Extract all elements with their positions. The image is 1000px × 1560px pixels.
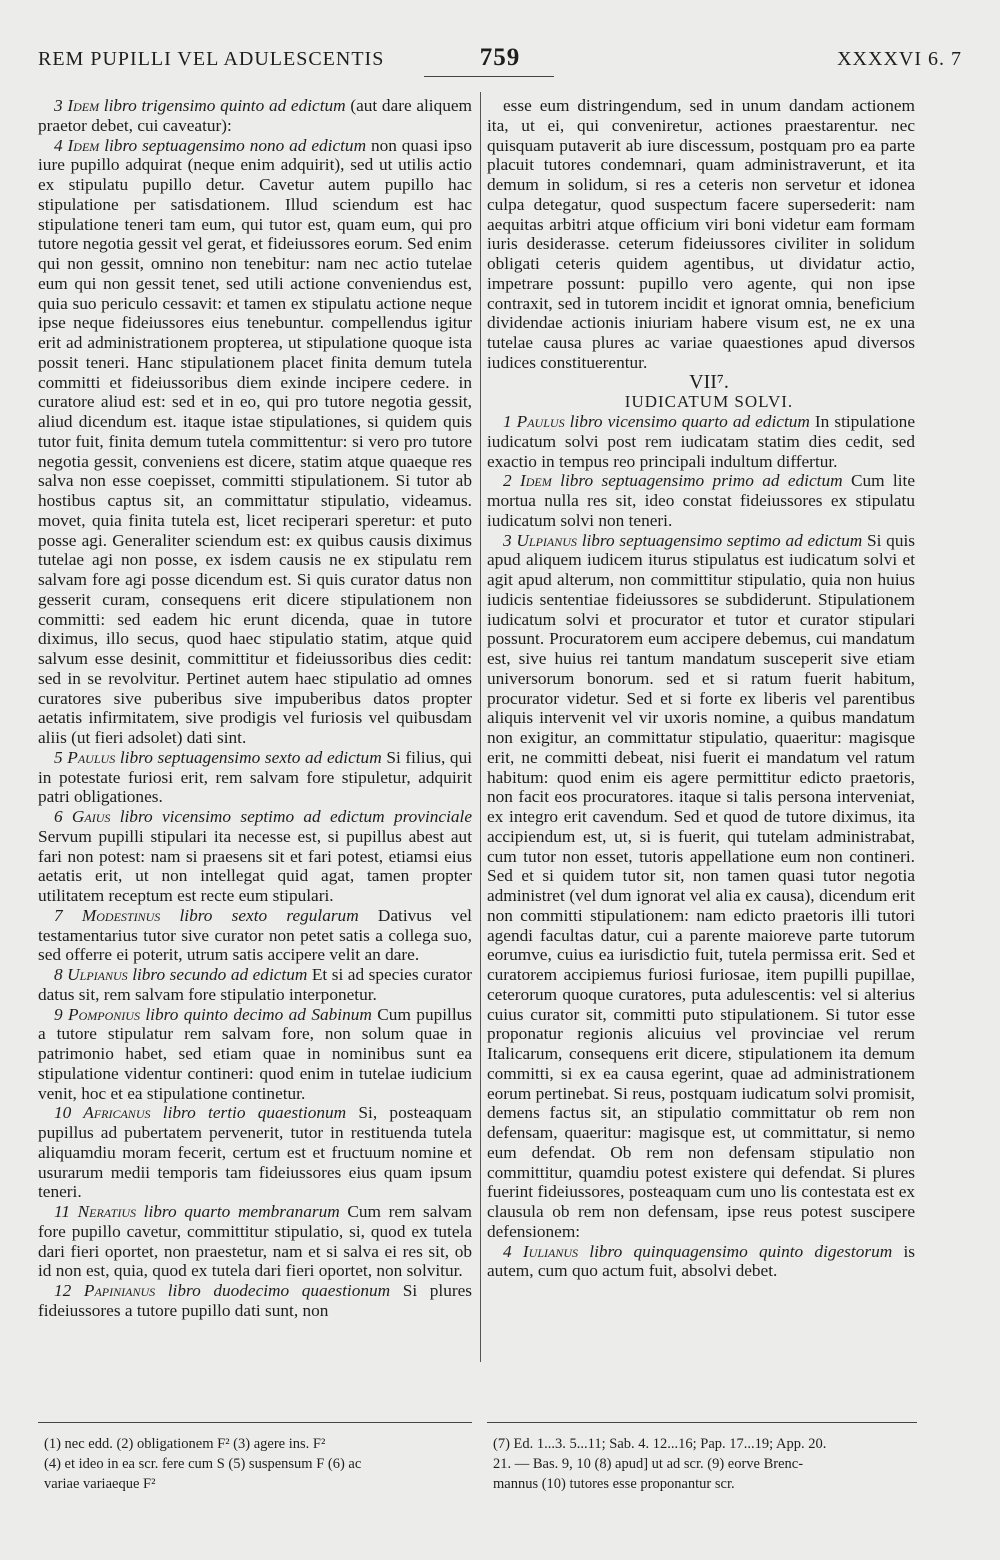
fragment-text: (aut dare aliquem praetor debet, cui caveatur): [38, 96, 472, 135]
title-number: VII⁷. [689, 370, 729, 393]
footnote-line: (7) Ed. 1...3. 5...11; Sab. 4. 12...16; Pap. 17...19; App. 20. [493, 1436, 827, 1452]
running-head-title: REM PUPILLI VEL ADULESCENTIS [38, 48, 385, 70]
fragment-author: 2 Idem [503, 471, 552, 491]
fragment-text: is autem, cum quo actum fuit, absolvi debet. [487, 1241, 915, 1281]
fragment-source: libro secundo ad edictum [132, 965, 308, 984]
fragment [38, 1005, 472, 1104]
left-column [38, 96, 472, 1321]
fragment-text: Cum lite mortua nulla res sit, ideo constat fideiussores ex stipulatu iudicatum solvi non teneri. [487, 471, 915, 530]
fragment-text: In stipulatione iudicatum solvi post rem iudicatam statim dies cedit, sed exactio in tempus reo principali indultum differtur. [487, 412, 915, 471]
footnote-line: mannus (10) tutores esse proponantur scr. [493, 1476, 735, 1492]
fragment-source: libro vicensimo quarto ad edictum [569, 412, 810, 431]
running-head [38, 44, 962, 78]
fragment-source: libro quinto decimo ad Sabinum [145, 1004, 372, 1024]
fragment [38, 136, 472, 748]
fragment-source: libro tertio quaestionum [162, 1103, 347, 1123]
fragment-text: Cum pupillus a tutore stipulatur rem salvam fore, non solum quae in patrimonio habet, sed etiam quae in nominibus sunt ea stipulatione videntur contineri: quod enim in tutelae iudicium venit, hoc et ea stipulatione continetur. [38, 1004, 472, 1103]
fragment [38, 1281, 472, 1321]
fragment-author: 6 Gaius [54, 807, 111, 826]
fragment-author: 8 Ulpianus [54, 965, 128, 984]
fragment-author: 11 Neratius [54, 1202, 137, 1221]
title-heading: IUDICATUM SOLVI. [624, 392, 794, 412]
column-divider [480, 92, 481, 1362]
fragment-source: libro septuagensimo primo ad edictum [560, 471, 843, 491]
footnotes-right [493, 1434, 919, 1494]
fragment-source: libro duodecimo quaestionum [167, 1281, 391, 1300]
fragment-source: libro septuagensimo septimo ad edictum [581, 530, 863, 550]
header-rule [424, 76, 554, 77]
footnote-rule [38, 1422, 472, 1423]
right-column [487, 96, 915, 1281]
fragment-text: Si plures fideiussores a tutore pupillo dati sunt, non [38, 1281, 472, 1320]
fragment [38, 748, 472, 807]
fragment-text: Si quis apud aliquem iudicem iturus stipulatus est iudicatum solvi et agit apud alterum, non committitur stipulatio, quia non huius iudicis sententiae fideiussores se subdiderunt. Stipulationem iudicatum solvi et procurator et tutor et curator stipulari possunt. Procuratorem eum accipere debemus, cui mandatum est, sive huius rei tantum mandatum susceperit sive etiam universorum bonorum. sed et si ratum fuerit habitum, procurator videtur. Sed et si forte ex liberis vel parentibus aliquis intervenit vel vir uxoris nomine, a quibus mandatum non exigitur, an committatur stipulatio, quaeritur: magisque erit, ne committi debeat, nisi fuerit ei mandatum vel ratum habitum: quod enim eis agere permittitur edicto praetoris, non facit eos procuratores. itaque si talis persona interveniat, ex integro erit cavendum. Sed et quod de tutore diximus, ita accipiendum est, ut, si is fuerit, qui tutelam administrabat, cum tutor non esset, tutoris appellatione eum non contineri. Sed et si quidem tutor sit, non tamen quasi tutor negotia administret (vel dum ignorat vel alia ex causa), dicendum erit non committi stipulationem: nam edicto praetoris illi tutori agendi facultas datur, cui a parente maioreve parte tutorum eorumve, cuius ea iurisdictio fuit, tutela permissa erit. Sed et curatorem accipiemus furiosi furiosae, item pupilli pupillae, ceterorum quoque curatores, puta adulescentis: vel si alterius cuius curator sit, committi puto stipulationem. Si tutor esse proponatur regionis alicuius vel provinciae vel rerum Italicarum, consequens erit dicere, stipulationem ita demum committi, si ex ea causa egerint, quae ad administrationem eorum pertinebat. Si reus, postquam iudicatum solvi promisit, demens factus sit, an stipulatio committatur ob rem non defensam, quaeritur: magisque est, ut committatur, si nemo eum defendat. Ob rem non defensam stipulatio non committitur, quamdiu potest existere qui defendat. Si plures fuerint fideiussores, posteaquam cum uno lis contestata est ex clausula ob rem non defensam, ipse reus potest suscipere defensionem: [487, 530, 915, 1241]
fragment-source: libro sexto regularum [179, 905, 359, 925]
footnote-line: (1) nec edd. (2) obligationem F² (3) agere ins. F² [44, 1436, 326, 1452]
fragment-text: Cum rem salvam fore pupillo cavetur, committitur stipulatio, si, quod ex tutela dari fieri oportet, non praestetur, nam et si salva ei res sit, ob id non est, quia, quod ex tutela dari fieri oportet, non solvitur. [38, 1202, 472, 1281]
fragment-source: libro quinquagensimo quinto digestorum [589, 1241, 893, 1261]
fragment [38, 1103, 472, 1202]
fragment [38, 96, 472, 136]
fragment [38, 965, 472, 1005]
fragment-author: 3 Idem [54, 96, 100, 115]
fragment-text: Dativus vel testamentarius tutor sive curator non petet satis a collega suo, sed offerre ei poterit, utrum satis accipere velit an dare. [38, 905, 472, 965]
fragment-author: 7 Modestinus [54, 905, 161, 925]
fragment [38, 807, 472, 906]
fragment-source: libro trigensimo quinto ad edictum [103, 96, 346, 115]
fragment-author: 9 Pomponius [54, 1004, 140, 1024]
footnote-line: (4) et ideo in ea scr. fere cum S (5) suspensum F (6) ac [44, 1456, 362, 1472]
fragment-author: 10 Africanus [54, 1103, 151, 1123]
fragment-text: non quasi ipso iure pupillo adquirat (neque enim adquirit), sed ut utilis actio ex stipulatu pupillo detur. Cavetur autem pupillo hac stipulatione per satisdationem. Illud sciendum est hac stipulatione teneri tam eum, qui tutor est, quam eum, qui pro tutore negotia gessit vel gerat, et fideiussores eorum. Sed enim qui non gessit, omnino non tenebitur: nam nec actio tutelae eum qui non gessit tenet, sed utili actione conveniendus est, quia suo periculo cessavit: et tamen ex stipulatu actione neque ipse neque fideiussores eius tenebuntur. compellendus igitur erit ad administrationem propterea, ut stipulatione quoque ista possit teneri. Hanc stipulationem placet finita demum tutela committi et fideiussoribus diem exinde incipere cedere. in curatore aliud est: sed et in eo, qui pro tutore negotia gessit, aliud dicendum est. itaque istae stipulationes, si quidem quis tutor fuit, finita demum tutela committentur: si vero pro tutore negotia gessit, conveniens est dicere, statim atque quaeque res salva non esse coepisset, committi stipulationem. Si tutor ab hostibus captus sit, an committatur stipulatio, videamus. movet, quia finita tutela est, licet reciperari speretur: et puto posse agi. Generaliter sciendum est: ex quibus causis diximus tutelae agi non posse, ex isdem causis ne ex stipulatu rem salvam fore agi posse dicendum est. Si quis curator datus non gesserit curam, consequens erit dicere stipulationem non committi: sed eadem hic erunt dicenda, quae in tutore diximus, illo secus, quod haec stipulatio statim, atque quid salvum esse desinit, committitur et fideiussoribus dies cedit: sed in se revolvitur. Pertinet autem haec stipulatio ad omnes curatores sive puberibus sive impuberibus datos propter aetatis infirmitatem, sive prodigis vel furiosis vel quibusdam aliis (ut fieri adsolet) dati sint. [38, 135, 472, 747]
footnote-line: 21. — Bas. 9, 10 (8) apud] ut ad scr. (9) eorve Brenc- [493, 1456, 804, 1472]
fragment [487, 412, 915, 471]
fragment-author: 12 Papinianus [54, 1281, 156, 1300]
fragment-text: Et si ad species curator datus sit, rem salvam fore stipulatio interponetur. [38, 965, 472, 1004]
fragment-author: 4 Idem [54, 135, 100, 155]
fragment-source: libro quarto membranarum [143, 1202, 340, 1221]
fragment-source: libro septuagensimo sexto ad edictum [119, 747, 382, 767]
fragment-source: libro vicensimo septimo ad edictum provinciale [119, 807, 472, 826]
continuation-text: esse eum distringendum, sed in unum dandam actionem ita, ut ei, qui conveniretur, actiones praestarentur. nec quisquam putaverit ab iure discessum, postquam pro ea parte placuit tutores condemnari, quam administraverunt, et ita demum in solidum, si res a ceteris non servetur et idonea culpa detegatur, quod suspectum facere supersederit: nam aequitas arbitri atque officium viri boni videtur eam formam iuris desiderasse. ceterum fideiussores civiliter in solidum obligati ceteris quidem agentibus, ut dividatur actio, impetrare possunt: pupillo vero agente, qui non ipse contraxit, sed in tutorem incidit et ignorat omnia, beneficium dividendae actionis iniuriam habere visum est, ne ex una tutelae causa plures ac variae quaestiones apud diversos iudices constituerentur. [487, 96, 915, 372]
fragment [38, 1202, 472, 1281]
fragment [38, 906, 472, 965]
fragment-author: 4 Iulianus [503, 1241, 578, 1261]
fragment [487, 1242, 915, 1282]
book-title-reference: XXXXVI 6. 7 [837, 48, 962, 70]
footnotes-left [44, 1434, 474, 1494]
fragment [487, 531, 915, 1242]
footnote-rule [487, 1422, 917, 1423]
fragment-author: 1 Paulus [503, 412, 565, 431]
fragment-source: libro septuagensimo nono ad edictum [104, 135, 367, 155]
fragment-text: Si, posteaquam pupillus ad pubertatem pervenerit, tutor in restituenda tutela aliquamdiu moram fecerit, certum est et fructuum nomine et usurarum medii temporis tam fideiussores eius quam ipsum teneri. [38, 1103, 472, 1202]
footnote-line: variae variaeque F² [44, 1476, 156, 1492]
fragment [487, 471, 915, 530]
fragment-author: 3 Ulpianus [503, 530, 577, 550]
fragment-author: 5 Paulus [54, 747, 116, 767]
page-number: 759 [479, 44, 521, 71]
fragment-text: Servum pupilli stipulari ita necesse est, si pupillus abest aut fari non potest: nam si praesens sit et fari potest, etiamsi eius aetatis erit, ut non intellegat quid agat, tamen propter utilitatem receptum est recte eum stipulari. [38, 826, 472, 905]
fragment-text: Si filius, qui in potestate furiosi erit, rem salvam fore stipuletur, adquirit patri obligationes. [38, 747, 473, 807]
